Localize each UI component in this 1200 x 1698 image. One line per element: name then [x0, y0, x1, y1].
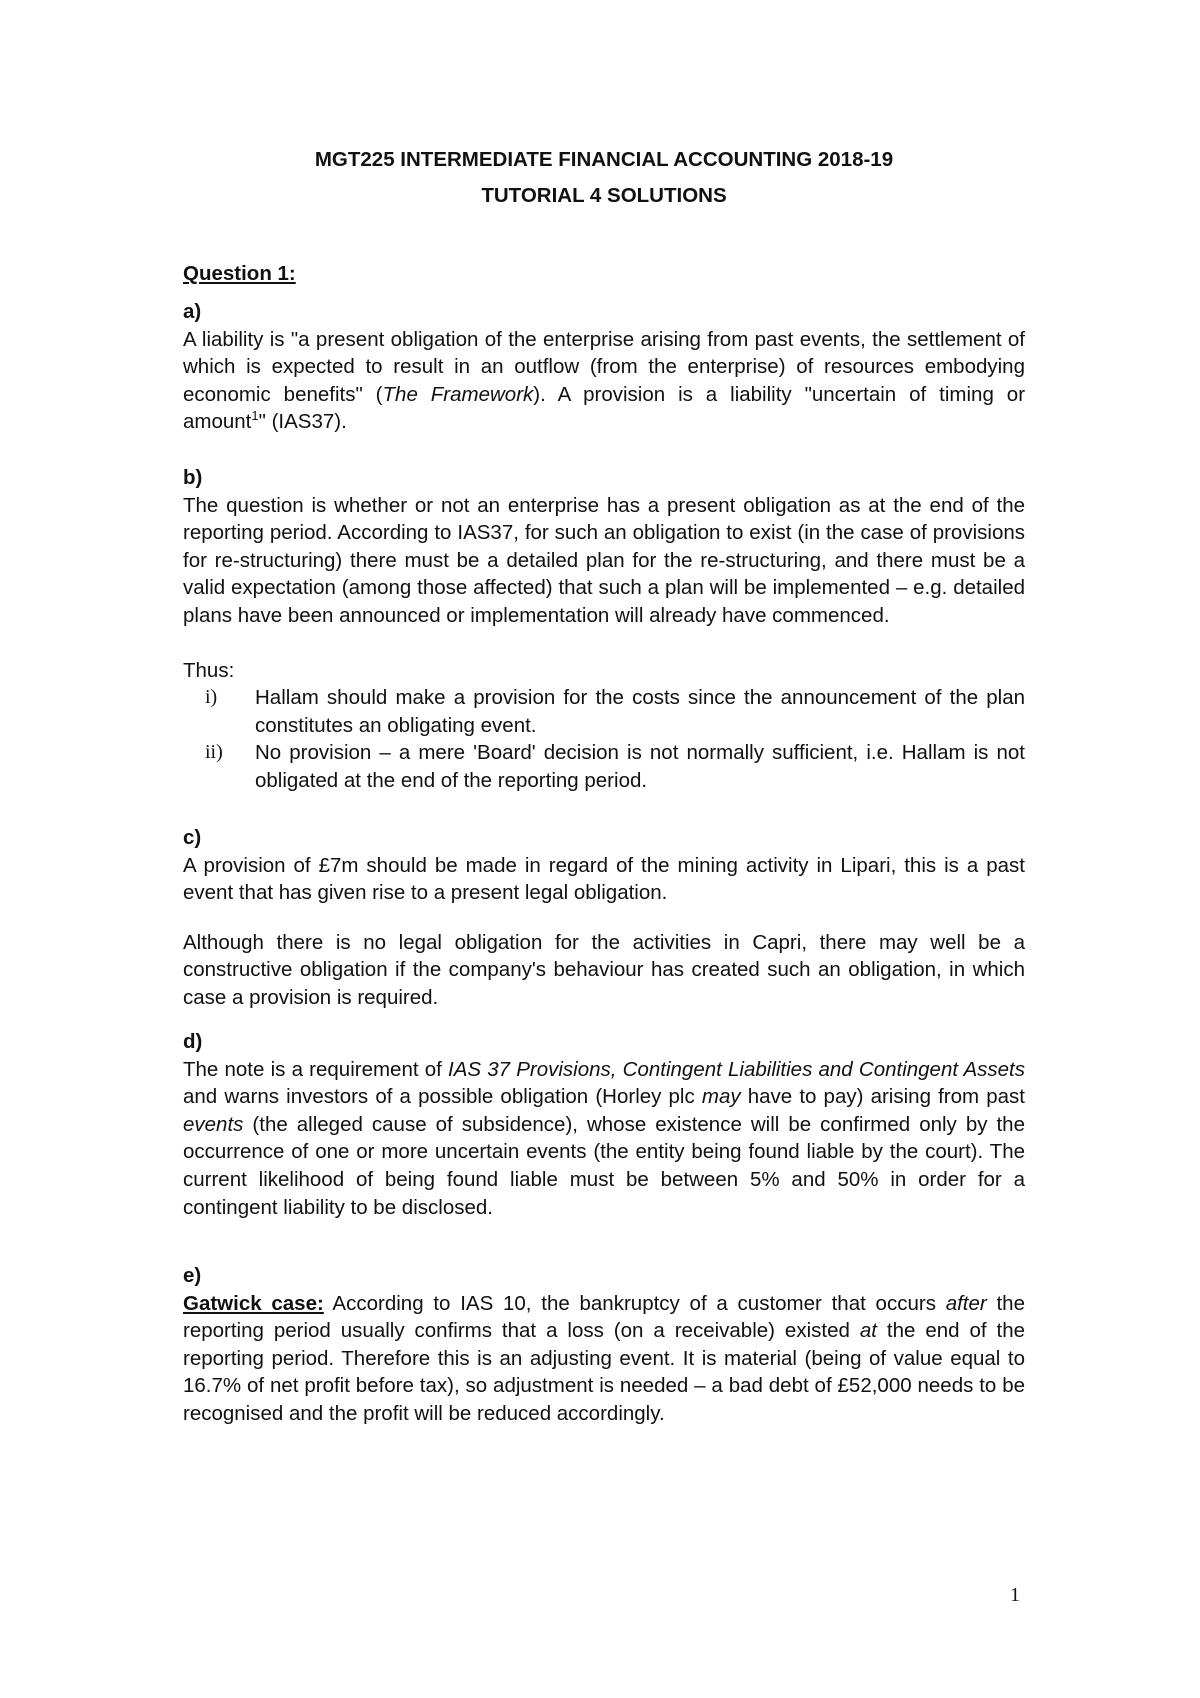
section-e — [183, 1262, 1025, 1428]
section-b-label: b) — [183, 466, 203, 489]
section-b — [183, 464, 1025, 795]
section-d-label: d) — [183, 1030, 203, 1053]
emphasis-events: events — [183, 1112, 244, 1136]
standard-title: IAS 37 Provisions, Contingent Liabilities and Contingent Assets — [448, 1057, 1025, 1081]
list-item-text: Hallam should make a provision for the costs since the announcement of the plan constitutes an obligating event. — [255, 686, 1025, 737]
list-item — [183, 684, 1025, 739]
gatwick-case-title: Gatwick case: — [183, 1291, 324, 1315]
section-a — [183, 298, 1025, 436]
section-e-text — [183, 1290, 1025, 1428]
section-a-text-part3: " (IAS37). — [258, 410, 347, 434]
section-e-text-part3: the end of the reporting period. Therefore this is an adjusting event. It is material (being of value equal to 16.7% of net profit before tax), so adjustment is needed – a bad debt of £52,000 needs to be recognised and the profit will be reduced accordingly. — [183, 1319, 1025, 1425]
section-b-list — [183, 684, 1025, 794]
document-title: MGT225 INTERMEDIATE FINANCIAL ACCOUNTING 2018-19 — [314, 148, 894, 171]
list-item-number: ii) — [205, 741, 223, 764]
document-subtitle: TUTORIAL 4 SOLUTIONS — [481, 184, 727, 207]
section-e-text-part1: According to IAS 10, the bankruptcy of a customer that occurs — [323, 1291, 946, 1315]
section-b-text: The question is whether or not an enterprise has a present obligation as at the end of the reporting period. According to IAS37, for such an obligation to exist (in the case of provisions for re-structuring) there must be a detailed plan for the re-structuring, and there must be a valid expectation (among those affected) that such a plan will be implemented – e.g. detailed plans have been announced or implementation will already have commenced. — [183, 493, 1025, 627]
section-e-text-part2: the reporting period usually confirms that a loss (on a receivable) existed — [183, 1291, 1025, 1343]
question-title: Question 1: — [183, 262, 296, 285]
section-d — [183, 1028, 1025, 1221]
section-d-text-part2: and warns investors of a possible obligation (Horley plc — [183, 1085, 702, 1109]
section-a-text — [183, 326, 1025, 436]
footnote-marker: 1 — [251, 408, 259, 424]
framework-reference: The Framework — [382, 382, 534, 406]
section-c-paragraph-1: A provision of £7m should be made in regard of the mining activity in Lipari, this is a past event that has given rise to a present legal obligation. — [183, 853, 1025, 905]
list-item-number: i) — [205, 686, 218, 709]
page-number: 1 — [1010, 1584, 1020, 1606]
section-a-text-part1: A liability is "a present obligation of the enterprise arising from past events, the settlement of which is expected to result in an outflow (from the enterprise) of resources embodying economic benefits" ( — [183, 327, 1025, 406]
section-a-label: a) — [183, 300, 202, 323]
section-c-label: c) — [183, 826, 202, 849]
section-c-paragraph-2: Although there is no legal obligation for the activities in Capri, there may well be a constructive obligation if the company's behaviour has created such an obligation, in which case a provision is required. — [183, 930, 1025, 1009]
emphasis-after: after — [945, 1291, 987, 1315]
section-c — [183, 824, 1025, 1012]
section-d-text-part1: The note is a requirement of — [183, 1057, 449, 1081]
section-e-label: e) — [183, 1264, 202, 1287]
section-d-text — [183, 1056, 1025, 1222]
list-item-text: No provision – a mere 'Board' decision is not normally sufficient, i.e. Hallam is not obligated at the end of the reporting period. — [255, 741, 1025, 792]
emphasis-may: may — [701, 1085, 741, 1109]
section-d-text-part3: have to pay) arising from past — [740, 1085, 1025, 1109]
question-title-block — [183, 260, 1025, 288]
emphasis-at: at — [859, 1319, 877, 1343]
section-d-text-part4: (the alleged cause of subsidence), whose existence will be confirmed only by the occurrence of one or more uncertain events (the entity being found liable by the court). The current likelihood of being found liable must be between 5% and 50% in order for a contingent liability to be disclosed. — [183, 1112, 1025, 1219]
list-item — [183, 739, 1025, 794]
section-a-text-part2: ). A provision is a liability "uncertain of timing or amount — [183, 382, 1026, 434]
section-b-thus: Thus: — [183, 658, 235, 682]
